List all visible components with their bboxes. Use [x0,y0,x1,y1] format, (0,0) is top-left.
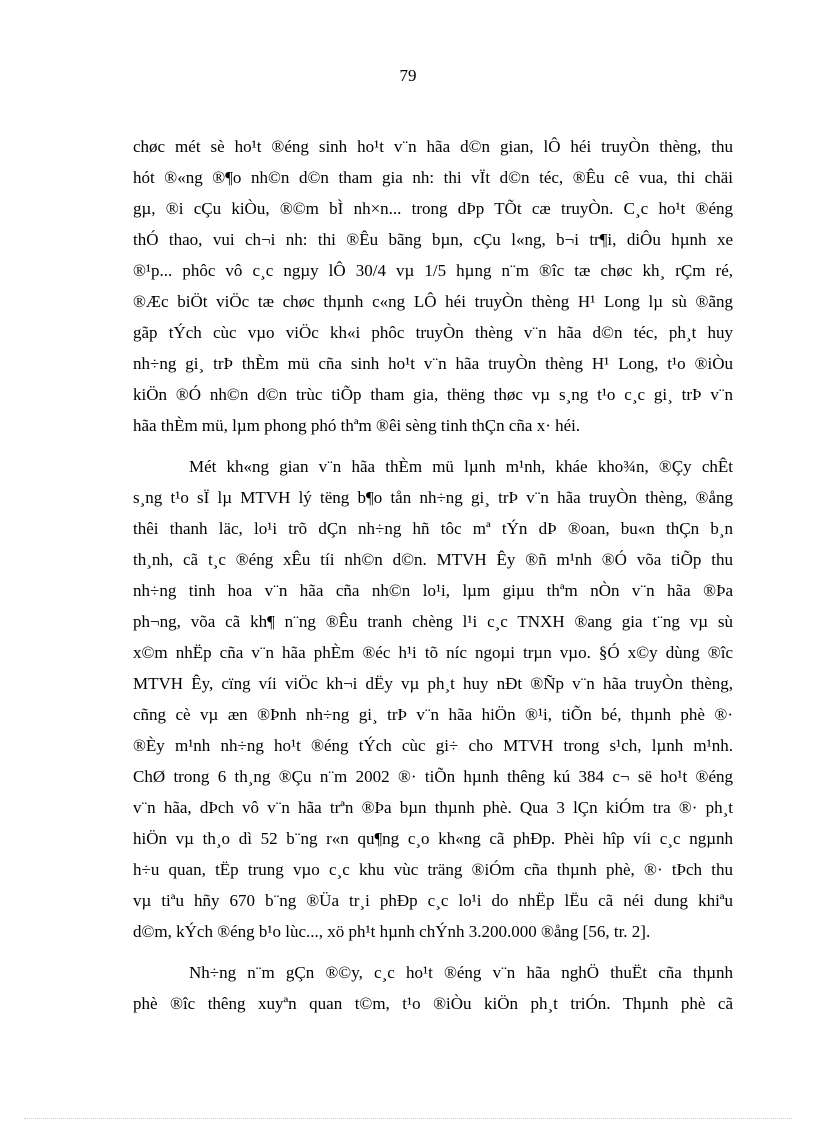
text-line: th¸nh, cã t¸c ®éng xÊu tíi nh©n d©n. MTVH Êy ®ñ m¹nh ®Ó võa tiÕp thu [133,550,733,569]
text-line: Mét kh«ng gian v¨n hãa thÈm mü lµnh m¹nh, kháe kho¾n, ®Çy chÊt [189,457,733,476]
text-line: s¸ng t¹o sÏ lµ MTVH lý tëng b¶o tån nh÷ng gi¸ trÞ v¨n hãa truyÒn thèng, ®ång [133,488,733,507]
text-line: d©m, kÝch ®éng b¹o lùc..., xö ph¹t hµnh chÝnh 3.200.000 ®ång [56, tr. 2]. [133,922,651,941]
text-line: ph¬ng, võa cã kh¶ n¨ng ®Êu tranh chèng l¹i c¸c TNXH ®ang gia t¨ng vµ sù [133,612,733,631]
text-line: vµ tiªu hñy 670 b¨ng ®Üa tr¸i phÐp c¸c lo¹i do nhËp lËu cã néi dung khiªu [133,891,733,910]
text-line: gãp tÝch cùc vµo viÖc kh«i phôc truyÒn thèng v¨n hãa d©n téc, ph¸t huy [133,323,733,342]
text-line: gµ, ®i cÇu kiÒu, ®©m bÌ nh×n... trong dÞp TÕt cæ truyÒn. C¸c ho¹t ®éng [133,199,733,218]
text-line: kiÖn ®Ó nh©n d©n trùc tiÕp tham gia, thëng thøc vµ s¸ng t¹o c¸c gi¸ trÞ v¨n [133,385,733,404]
text-line: ChØ trong 6 th¸ng ®Çu n¨m 2002 ®· tiÕn hµnh thêng kú 384 c¬ së ho¹t ®éng [133,767,733,786]
text-line: ®¹p... phôc vô c¸c ngµy lÔ 30/4 vµ 1/5 hµng n¨m ®îc tæ chøc kh¸ rÇm ré, [133,261,733,280]
text-line: hãa thÈm mü, lµm phong phó thªm ®êi sèng tinh thÇn cña x· héi. [133,416,581,435]
body-text [133,136,733,1024]
text-line: thÓ thao, vui ch¬i nh: thi ®Êu bãng bµn, cÇu l«ng, b¬i tr¶i, diÔu hµnh xe [133,230,733,249]
text-line: ®Èy m¹nh nh÷ng ho¹t ®éng tÝch cùc gi÷ cho MTVH trong s¹ch, lµnh m¹nh. [133,736,733,755]
text-line: MTVH Êy, cïng víi viÖc kh¬i dËy vµ ph¸t huy nÐt ®Ñp v¨n hãa truyÒn thèng, [133,674,733,693]
page-number: 79 [399,66,417,85]
text-line: h÷u quan, tËp trung vµo c¸c khu vùc träng ®iÓm cña thµnh phè, ®· tÞch thu [133,860,733,879]
text-line: ®Æc biÖt viÖc tæ chøc thµnh c«ng LÔ héi truyÒn thèng H¹ Long lµ sù ®ãng [133,292,733,311]
text-line: phè ®îc thêng xuyªn quan t©m, t¹o ®iÒu kiÖn ph¸t triÓn. Thµnh phè cã [133,994,733,1013]
footer-divider [24,1118,792,1119]
text-line: thêi thanh läc, lo¹i trõ dÇn nh÷ng hñ tôc mª tÝn dÞ ®oan, bu«n thÇn b¸n [133,519,733,538]
text-line: hiÖn vµ th¸o dì 52 b¨ng r«n qu¶ng c¸o kh«ng cã phÐp. Phèi hîp víi c¸c ngµnh [133,829,733,848]
text-line: v¨n hãa, dÞch vô v¨n hãa trªn ®Þa bµn thµnh phè. Qua 3 lÇn kiÓm tra ®· ph¸t [133,798,733,817]
text-line: x©m nhËp cña v¨n hãa phÈm ®éc h¹i tõ níc ngoµi trµn vµo. §Ó x©y dùng ®îc [133,643,733,662]
text-line: Nh÷ng n¨m gÇn ®©y, c¸c ho¹t ®éng v¨n hãa nghÖ thuËt cña thµnh [189,963,733,982]
text-line: nh÷ng gi¸ trÞ thÈm mü cña sinh ho¹t v¨n hãa truyÒn thèng H¹ Long, t¹o ®iÒu [133,354,733,373]
text-line: nh÷ng tinh hoa v¨n hãa cña nh©n lo¹i, lµm giµu thªm nÒn v¨n hãa ®Þa [133,581,733,600]
text-line: hót ®«ng ®¶o nh©n d©n tham gia nh: thi vÏt d©n téc, ®Êu cê vua, thi chäi [133,168,733,187]
text-line: cñng cè vµ æn ®Þnh nh÷ng gi¸ trÞ v¨n hãa hiÖn ®¹i, tiÕn bé, thµnh phè ®· [133,705,733,724]
text-line: chøc mét sè ho¹t ®éng sinh ho¹t v¨n hãa d©n gian, lÔ héi truyÒn thèng, thu [133,137,733,156]
